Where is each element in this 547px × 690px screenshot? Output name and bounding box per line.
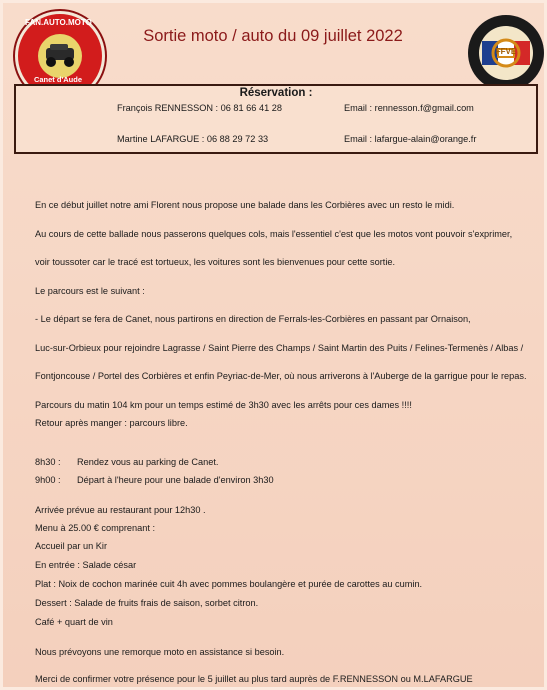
- paragraph-cols: Au cours de cette ballade nous passerons quelques cols, mais l'essentiel c'est que les motos vont pouvoir s'exprimer,: [35, 229, 513, 239]
- menu-main: Plat : Noix de cochon marinée cuit 4h avec pommes boulangère et purée de carottes au cumin.: [35, 579, 423, 589]
- paragraph-cols-cont: voir toussoter car le tracé est tortueux, les voitures sont les bienvenues pour cette sortie.: [35, 257, 396, 267]
- menu-welcome: Accueil par un Kir: [35, 541, 108, 551]
- schedule-desc-2: Départ à l'heure pour une balade d'environ 3h30: [77, 475, 274, 485]
- paragraph-distance: Parcours du matin 104 km pour un temps estimé de 3h30 avec les arrêts pour ces dames !!!!: [35, 400, 412, 410]
- menu-drinks: Café + quart de vin: [35, 617, 113, 627]
- page-title: Sortie moto / auto du 09 juillet 2022: [143, 27, 403, 45]
- paragraph-route-3: Fontjoncouse / Portel des Corbières et enfin Peyriac-de-Mer, où nous arriverons à l'Auberge de la garrigue pour le repas.: [35, 371, 527, 381]
- menu-dessert: Dessert : Salade de fruits frais de saison, sorbet citron.: [35, 598, 259, 608]
- reservation-heading: Réservation :: [239, 87, 313, 99]
- club-logo-text-top: FAN.AUTO.MOTO: [25, 18, 92, 27]
- ffve-monogram: FFVE: [495, 47, 517, 56]
- paragraph-trailer: Nous prévoyons une remorque moto en assistance si besoin.: [35, 647, 285, 657]
- paragraph-route-heading: Le parcours est le suivant :: [35, 286, 145, 296]
- paragraph-route-1: - Le départ se fera de Canet, nous partirons en direction de Ferrals-les-Corbières en passant par Ornaison,: [35, 314, 471, 324]
- menu-price: Menu à 25.00 € comprenant :: [35, 523, 156, 533]
- paragraph-confirm: Merci de confirmer votre présence pour le 5 juillet au plus tard auprès de F.RENNESSON ou M.LAFARGUE: [35, 674, 473, 684]
- reservation-box: [14, 84, 538, 154]
- paragraph-intro: En ce début juillet notre ami Florent nous propose une balade dans les Corbières avec un resto le midi.: [35, 200, 455, 210]
- schedule-time-1: 8h30 :: [35, 457, 61, 467]
- contact-1-name: François RENNESSON : 06 81 66 41 28: [117, 103, 282, 113]
- contact-1-email: Email : rennesson.f@gmail.com: [344, 103, 474, 113]
- paragraph-arrival: Arrivée prévue au restaurant pour 12h30 .: [35, 505, 206, 515]
- menu-starter: En entrée : Salade césar: [35, 560, 137, 570]
- contact-2-email: Email : lafargue-alain@orange.fr: [344, 134, 477, 144]
- paragraph-route-2: Luc-sur-Orbieux pour rejoindre Lagrasse / Saint Pierre des Champs / Saint Martin des Puits / Felines-Termenès / Albas /: [35, 343, 524, 353]
- schedule-time-2: 9h00 :: [35, 475, 61, 485]
- contact-2-name: Martine LAFARGUE : 06 88 29 72 33: [117, 134, 269, 144]
- schedule-desc-1: Rendez vous au parking de Canet.: [77, 457, 219, 467]
- paragraph-return: Retour après manger : parcours libre.: [35, 418, 188, 428]
- ffve-logo: [466, 13, 546, 93]
- club-logo-text-bottom: Canet d'Aude: [33, 75, 83, 84]
